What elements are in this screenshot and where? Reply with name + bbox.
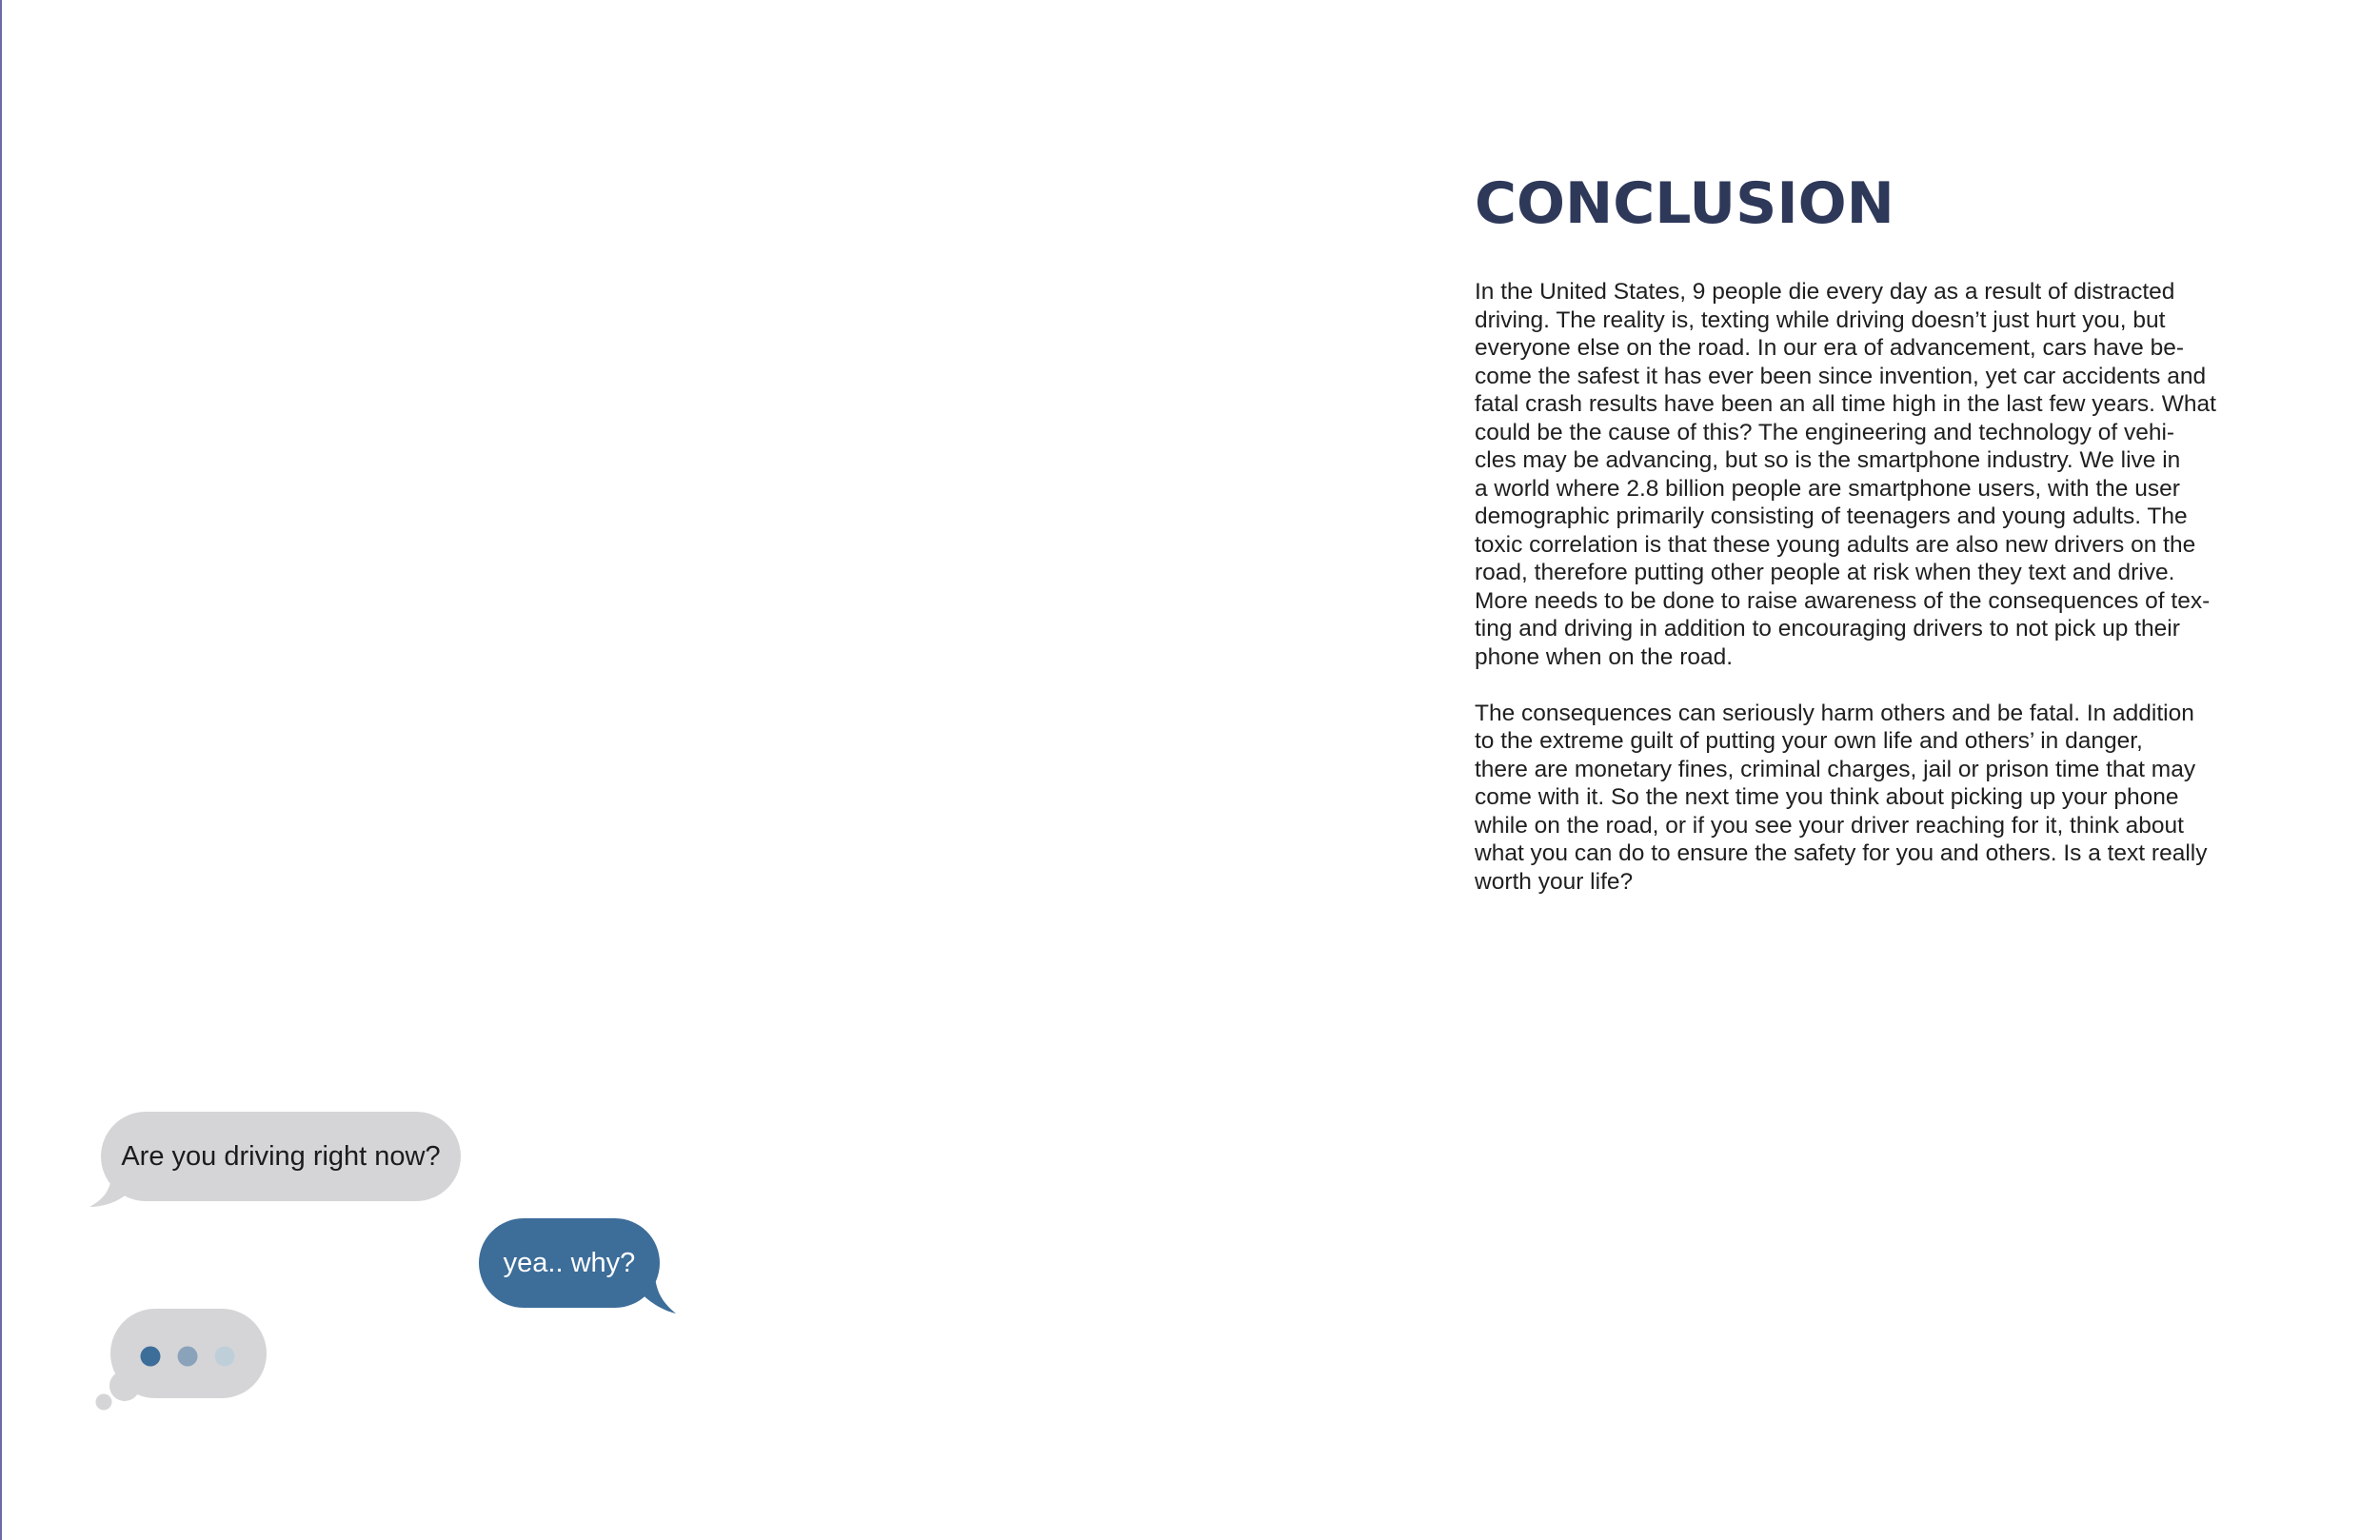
body-line: come the safest it has ever been since invention, yet car accidents and <box>1475 363 2207 389</box>
body-line: The consequences can seriously harm others and be fatal. In addition <box>1475 700 2194 726</box>
typing-dot <box>215 1347 235 1367</box>
body-line: road, therefore putting other people at risk when they text and drive. <box>1475 560 2175 585</box>
body-line: demographic primarily consisting of teenagers and young adults. The <box>1475 503 2188 529</box>
body-line: ting and driving in addition to encouraging drivers to not pick up their <box>1475 616 2180 642</box>
body-line: More needs to be done to raise awareness of the consequences of tex- <box>1475 587 2211 614</box>
body-line: worth your life? <box>1475 868 1634 895</box>
body-line: come with it. So the next time you think about picking up your phone <box>1475 784 2179 810</box>
body-line: to the extreme guilt of putting your own life and others’ in danger, <box>1475 728 2143 754</box>
typing-dot <box>141 1347 161 1367</box>
typing-indicator-bubble <box>96 1309 268 1411</box>
body-line: In the United States, 9 people die every day as a result of distracted <box>1475 279 2175 305</box>
body-line: there are monetary fines, criminal charges, jail or prison time that may <box>1475 756 2196 782</box>
body-paragraph <box>1475 278 2227 671</box>
body-line: fatal crash results have been an all time high in the last few years. What <box>1475 391 2216 417</box>
body-line: phone when on the road. <box>1475 643 1734 670</box>
body-paragraph <box>1475 700 2227 897</box>
outgoing-message-text: yea.. why? <box>503 1248 636 1278</box>
body-line: everyone else on the road. In our era of advancement, cars have be- <box>1475 335 2184 361</box>
body-line: what you can do to ensure the safety for you and others. Is a text really <box>1475 840 2208 866</box>
body-line: toxic correlation is that these young adults are also new drivers on the <box>1475 531 2196 558</box>
typing-dot <box>178 1347 198 1367</box>
conclusion-body <box>1475 278 2227 924</box>
body-line: driving. The reality is, texting while driving doesn’t just hurt you, but <box>1475 306 2166 333</box>
body-line: cles may be advancing, but so is the smartphone industry. We live in <box>1475 447 2181 473</box>
incoming-message-text: Are you driving right now? <box>121 1141 441 1172</box>
body-line: could be the cause of this? The engineering and technology of vehi- <box>1475 419 2175 445</box>
body-line: while on the road, or if you see your driver reaching for it, think about <box>1475 812 2184 839</box>
page-title: CONCLUSION <box>1475 170 1894 237</box>
body-line: a world where 2.8 billion people are smartphone users, with the user <box>1475 475 2180 502</box>
